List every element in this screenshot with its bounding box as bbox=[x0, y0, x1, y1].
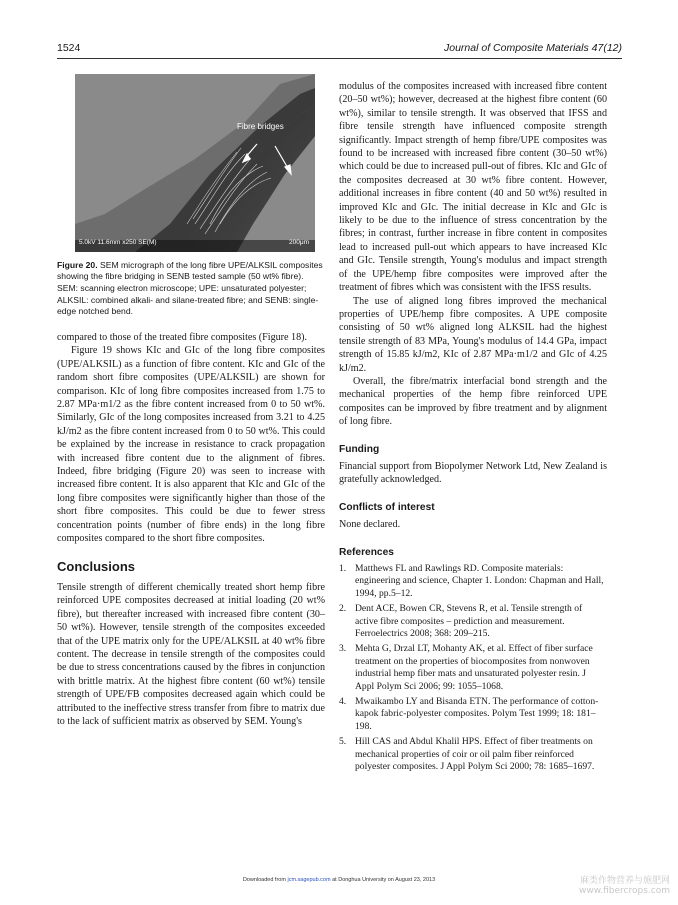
reference-text: Mehta G, Drzal LT, Mohanty AK, et al. Effect of fiber surface treatment on the properties of biocomposites from nonwoven industrial hemp fiber mats and unsaturated polyester resin. J Appl Polym Sci 2006; 99: 1055–1068. bbox=[355, 643, 593, 692]
reference-number: 4. bbox=[339, 696, 347, 708]
reference-item bbox=[339, 643, 607, 693]
section-heading-references: References bbox=[339, 546, 394, 558]
paragraph: compared to those of the treated fibre composites (Figure 18). bbox=[57, 332, 308, 344]
download-footer bbox=[0, 877, 678, 883]
micrograph-drawing bbox=[75, 74, 315, 252]
paragraph: Tensile strength of different chemically treated short hemp fibre reinforced UPE composites decreased at initial loading (20 wt% fibre), but thereafter increased with increased fibre content (30–50 wt%). However, tensile strength of the composites exceeded that of the UPE matrix only for the UPE/ALKSIL at 40 wt% fibre content. The decrease in tensile strength of the composites could be due to stress concentrations caused by the fibres in conjunction with brittle matrix. At the highest fibre content (60 wt%) tensile strength of UPE/FB composites decreased again which could be attributed to the ineffective stress transfer from fibre to matrix due to the lack of sufficient matrix as observed by SEM. Young's bbox=[57, 581, 325, 727]
watermark-line-1: 麻类作物营养与施肥网 bbox=[579, 876, 670, 886]
reference-number: 3. bbox=[339, 643, 347, 655]
reference-text: Mwaikambo LY and Bisanda ETN. The performance of cotton-kapok fabric-polyester composites. Polym Test 1999; 18: 181–198. bbox=[355, 696, 599, 732]
figure-abbreviations: SEM: scanning electron microscope; UPE: unsaturated polyester; ALKSIL: combined alkali- and silane-treated fibre; and SENB: single-edge notched bend. bbox=[57, 283, 319, 316]
sem-micrograph bbox=[75, 74, 315, 252]
reference-text: Matthews FL and Rawlings RD. Composite materials: engineering and science, Chapter 1. London: Chapman and Hall, 1994, pp.5–12. bbox=[355, 563, 604, 599]
reference-number: 2. bbox=[339, 603, 347, 615]
figure-caption-text: SEM micrograph of the long fibre UPE/ALKSIL composites showing the fibre bridging in SENB tested sample (50 wt% fibre). bbox=[57, 260, 323, 282]
paragraph: None declared. bbox=[339, 519, 401, 531]
reference-item bbox=[339, 736, 607, 773]
left-column bbox=[57, 74, 325, 728]
journal-title: Journal of Composite Materials 47(12) bbox=[444, 42, 622, 54]
watermark-line-2: www.fibercrops.com bbox=[579, 886, 670, 896]
reference-item bbox=[339, 603, 607, 640]
paragraph: modulus of the composites increased with increased fibre content (20–50 wt%); however, decreased at the highest fibre content (60 wt%), similar to tensile strength. It was observed that IFSS and fibre tensile strength have influenced composite strength significantly. Impact strength of hemp fibre/UPE composites was found to be increased with increased fibre content (30–50 wt%) which could be due to increased pull-out of fibres. KIc and GIc of the composites decreased at 30 wt% fibre content. However, additional increases in fibre content (40 and 50 wt%) resulted in improved KIc and GIc. The initial decrease in KIc and GIc is likely to be due to the influence of stress concentration by the fibres; in contrast, further increase in fibre content in composites lead to increased pull-out which appears to have increased KIc and GIc. Tensile strength, Young's modulus and impact strength of the UPE/hemp fibre composites were improved after the treatment of fibres which was consistent with the IFSS results. bbox=[339, 81, 607, 294]
fibre-bridges-label: Fibre bridges bbox=[237, 122, 284, 131]
reference-number: 1. bbox=[339, 563, 347, 574]
footer-link[interactable]: jcm.sagepub.com bbox=[287, 877, 331, 883]
paragraph: Overall, the fibre/matrix interfacial bond strength and the mechanical properties of the hemp fibre reinforced UPE composites can be improved by fibre treatment and by alignment of long fibre. bbox=[339, 375, 607, 428]
scale-bar-text: 200μm bbox=[288, 238, 309, 246]
footer-prefix: Downloaded from bbox=[242, 877, 288, 883]
right-column bbox=[339, 80, 607, 777]
figure-caption-label: Figure 20. bbox=[57, 260, 98, 270]
paragraph: Financial support from Biopolymer Network Ltd, New Zealand is gratefully acknowledged. bbox=[339, 460, 607, 486]
footer-suffix: at Donghua University on August 23, 2013 bbox=[330, 877, 436, 883]
reference-item bbox=[339, 696, 607, 733]
reference-number: 5. bbox=[339, 736, 347, 748]
reference-item bbox=[339, 563, 607, 600]
page-number: 1524 bbox=[57, 42, 81, 54]
watermark bbox=[579, 876, 670, 896]
reference-text: Hill CAS and Abdul Khalil HPS. Effect of fiber treatments on mechanical properties of coir or oil palm fiber reinforced polyester composites. J Appl Polym Sci 2000; 78: 1685–1697. bbox=[355, 736, 595, 773]
section-heading-funding: Funding bbox=[339, 443, 380, 455]
running-header bbox=[57, 42, 622, 59]
reference-text: Dent ACE, Bowen CR, Stevens R, et al. Tensile strength of active fibre composites – prediction and measurement. Ferroelectrics 2008; 368: 209–215. bbox=[355, 603, 583, 640]
paragraph: The use of aligned long fibres improved the mechanical properties of UPE/hemp fibre composites. A UPE composite consisting of 50 wt% aligned long ALKSIL had the highest tensile strength of 83 MPa, Young's modulus of 14.4 GPa, impact strength of 15.85 kJ/m2, KIc of 2.87 MPa·m1/2 and GIc of 4.25 kJ/m2. bbox=[339, 295, 607, 374]
sem-scale-text: 5.0kV 11.6mm x250 SE(M) bbox=[79, 238, 157, 246]
section-heading-conclusions: Conclusions bbox=[57, 558, 136, 574]
section-heading-conflicts: Conflicts of interest bbox=[339, 501, 435, 513]
reference-list bbox=[339, 563, 607, 774]
figure-caption bbox=[57, 260, 325, 282]
paragraph: Figure 19 shows KIc and GIc of the long fibre composites (UPE/ALKSIL) as a function of fibre content. KIc and GIc of the random short fibre composites (UPE/ALKSIL) are shown for comparison. KIc of long fibre composites increased from 1.75 to 2.87 MPa·m1/2 as the fibre content increased from 0 to 50 wt%. Similarly, GIc of the long composites increased from 3.21 to 4.25 kJ/m2 as the fibre content increased from 0 to 50 wt%. This could be explained by the increase in resistance to crack propagation with increased fibre content due to the alignment of fibres. Indeed, fibre bridging (Figure 20) was seen to increase with increased fibre content. It is also apparent that KIc and GIc of the long fibre composites were significantly higher than those of the short fibre composites. This could be due to fewer stress concentration points (number of fibre ends) in the long fibre composites compared to the short fibre composites. bbox=[57, 345, 325, 545]
